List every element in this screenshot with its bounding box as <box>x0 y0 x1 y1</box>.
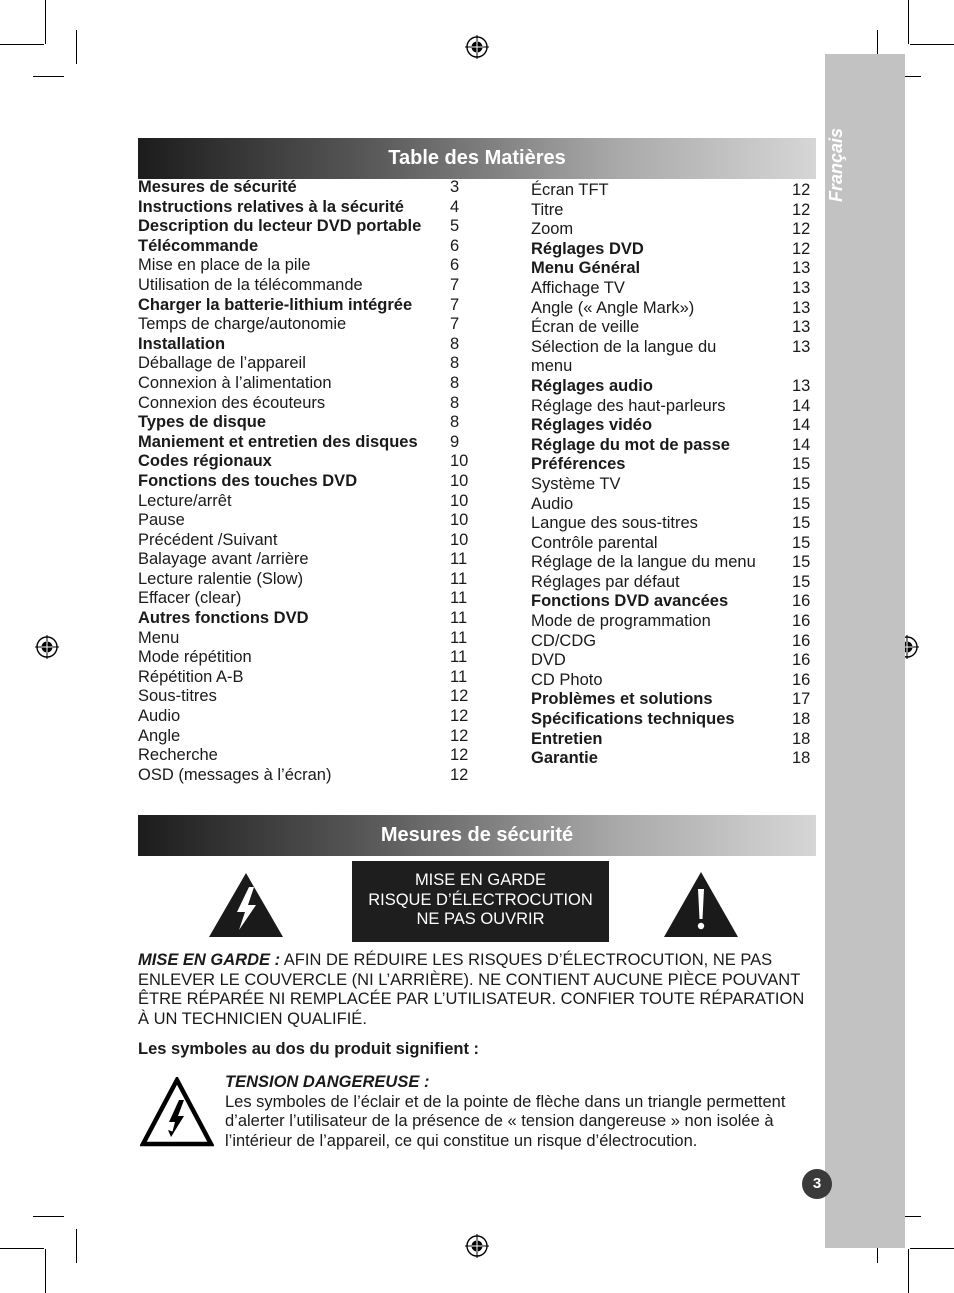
toc-entry-page: 8 <box>450 334 460 353</box>
toc-entry-title: Recherche <box>138 746 218 765</box>
language-label: Français <box>826 127 846 202</box>
warning-box <box>352 861 609 942</box>
toc-entry-title: Réglages DVD <box>531 239 644 258</box>
tension-title: TENSION DANGEREUSE : <box>225 1073 430 1091</box>
warning-line: MISE EN GARDE <box>414 871 547 889</box>
toc-entry <box>531 553 813 573</box>
toc-entry <box>138 354 478 374</box>
toc-entry-page: 15 <box>792 553 811 572</box>
toc-entry-title: Réglage des haut-parleurs <box>531 396 726 415</box>
toc-entry-title: Précédent /Suivant <box>138 530 278 549</box>
toc-entry-page: 3 <box>450 178 460 196</box>
toc-entry <box>138 707 478 727</box>
toc-left-column <box>138 178 478 785</box>
toc-entry-page: 15 <box>792 514 811 533</box>
toc-entry-page: 13 <box>792 259 811 278</box>
toc-entry <box>531 612 813 632</box>
toc-entry <box>138 237 478 257</box>
toc-entry <box>531 240 813 260</box>
warning-line: RISQUE D’ÉLECTROCUTION <box>368 890 593 909</box>
toc-entry-title: Pause <box>138 511 185 530</box>
toc-entry <box>531 475 813 495</box>
toc-entry-title: Réglages par défaut <box>531 572 680 591</box>
toc-entry-page: 7 <box>450 315 460 334</box>
toc-entry <box>138 727 478 747</box>
toc-entry-page: 6 <box>450 256 460 275</box>
toc-entry-page: 10 <box>450 491 469 510</box>
tension-text: Les symboles de l’éclair et de la pointe de flèche dans un triangle permettent d’alerter l’utilisateur de la présence de « tension dangereuse » non isolée à l’intérieur de l’appareil, ce qui constitue un risque d’électrocution. <box>225 1092 786 1150</box>
registration-mark-icon <box>35 635 59 659</box>
toc-entry-page: 16 <box>792 612 811 631</box>
toc-entry-page: 11 <box>450 550 468 569</box>
toc-entry-page: 11 <box>450 609 468 628</box>
toc-entry-page: 12 <box>450 765 469 784</box>
toc-entry-page: 7 <box>450 275 460 294</box>
warning-line: NE PAS OUVRIR <box>416 910 545 928</box>
toc-entry <box>138 394 478 414</box>
toc-entry <box>531 181 813 201</box>
toc-entry-page: 12 <box>450 746 469 765</box>
toc-entry-title: Mise en place de la pile <box>138 256 311 275</box>
toc-entry <box>531 690 813 710</box>
toc-entry <box>138 413 478 433</box>
toc-entry <box>138 178 478 198</box>
toc-entry-page: 10 <box>450 511 469 530</box>
toc-entry-page: 16 <box>792 631 811 650</box>
toc-entry-title: Effacer (clear) <box>138 589 242 608</box>
toc-entry <box>138 256 478 276</box>
toc-entry <box>531 259 813 279</box>
toc-entry <box>531 201 813 221</box>
toc-entry-title: Codes régionaux <box>138 452 272 471</box>
toc-entry <box>138 433 478 453</box>
toc-entry-title: Connexion des écouteurs <box>138 393 326 412</box>
toc-entry <box>531 318 813 338</box>
toc-entry <box>138 746 478 766</box>
toc-entry-title: Langue des sous-titres <box>531 514 698 533</box>
toc-entry-page: 14 <box>792 435 811 454</box>
toc-entry-title: Réglage de la langue du menu <box>531 553 756 572</box>
toc-entry-page: 18 <box>792 749 811 768</box>
toc-entry-title: Angle <box>138 726 181 745</box>
toc-entry <box>531 338 813 358</box>
toc-entry-title: Autres fonctions DVD <box>138 609 309 628</box>
toc-entry-title: CD/CDG <box>531 631 597 650</box>
lightning-triangle-outline-icon <box>140 1077 214 1147</box>
toc-entry <box>138 531 478 551</box>
toc-entry-title: Réglages vidéo <box>531 416 653 435</box>
toc-entry <box>531 749 813 769</box>
toc-entry-title: Mode de programmation <box>531 612 711 631</box>
toc-entry-title: Garantie <box>531 749 598 768</box>
toc-entry-title: Entretien <box>531 729 603 748</box>
toc-entry-page: 10 <box>450 530 469 549</box>
toc-entry-page: 10 <box>450 452 469 471</box>
toc-entry <box>138 452 478 472</box>
toc-entry-page: 11 <box>450 589 468 608</box>
toc-entry <box>531 279 813 299</box>
toc-entry-title: Répétition A-B <box>138 667 244 686</box>
toc-entry-title: Réglage du mot de passe <box>531 435 730 454</box>
toc-entry-title: Affichage TV <box>531 278 625 297</box>
toc-entry <box>531 436 813 456</box>
toc-entry-title: Écran TFT <box>531 181 609 199</box>
toc-entry-title: Sélection de la langue du <box>531 337 717 356</box>
language-side-tab <box>825 54 905 1248</box>
toc-entry <box>138 766 478 786</box>
toc-entry <box>531 397 813 417</box>
toc-entry <box>138 687 478 707</box>
toc-entry-title: Contrôle parental <box>531 533 658 552</box>
registration-mark-icon <box>465 1234 489 1258</box>
toc-entry-page: 11 <box>450 628 468 647</box>
toc-entry-title: Description du lecteur DVD portable <box>138 217 422 236</box>
toc-entry-title: Déballage de l’appareil <box>138 354 306 373</box>
toc-entry-page: 12 <box>792 239 811 258</box>
toc-entry-title: Préférences <box>531 455 626 474</box>
toc-entry-title: Lecture ralentie (Slow) <box>138 569 304 588</box>
toc-entry-title: Installation <box>138 334 226 353</box>
caution-text: AFIN DE RÉDUIRE LES RISQUES D’ÉLECTROCUTION, NE PAS ENLEVER LE COUVERCLE (NI L’ARRIÈRE). NE CONTIENT AUCUNE PIÈCE POUVANT ÊTRE RÉPARÉE NI REMPLACÉE PAR L’UTILISATEUR. CONFIER TOUTE RÉPARATION À UN TECHNICIEN QUALIFIÉ. <box>138 951 805 1028</box>
toc-entry-page: 14 <box>792 416 811 435</box>
toc-entry-title: Audio <box>531 494 574 513</box>
toc-entry-title: Connexion à l’alimentation <box>138 373 332 392</box>
toc-entry <box>138 335 478 355</box>
toc-entry <box>531 220 813 240</box>
lightning-warning-icon <box>208 872 284 938</box>
toc-entry-page: 10 <box>450 471 469 490</box>
page-number: 3 <box>802 1169 832 1199</box>
toc-entry <box>138 589 478 609</box>
exclamation-warning-icon <box>663 871 739 938</box>
toc-entry <box>138 511 478 531</box>
toc-entry <box>531 299 813 319</box>
toc-entry <box>138 668 478 688</box>
toc-title: Table des Matières <box>138 138 816 179</box>
toc-entry <box>138 374 478 394</box>
toc-entry-title: Système TV <box>531 474 621 493</box>
toc-entry-title: Écran de veille <box>531 318 640 337</box>
toc-entry <box>138 629 478 649</box>
toc-entry-page: 6 <box>450 236 460 255</box>
toc-entry-title: Temps de charge/autonomie <box>138 315 347 334</box>
toc-entry <box>531 651 813 671</box>
toc-entry <box>138 550 478 570</box>
toc-entry-title: Télécommande <box>138 236 259 255</box>
toc-entry <box>138 198 478 218</box>
toc-entry <box>138 648 478 668</box>
toc-entry <box>531 514 813 534</box>
toc-entry-page: 8 <box>450 354 460 373</box>
toc-entry-title: Lecture/arrêt <box>138 491 232 510</box>
toc-entry <box>531 730 813 750</box>
safety-title: Mesures de sécurité <box>138 815 816 856</box>
tension-block <box>225 1073 810 1151</box>
toc-entry-title: Menu Général <box>531 259 641 278</box>
toc-entry-title: Fonctions DVD avancées <box>531 592 729 611</box>
toc-entry-title: menu <box>531 357 573 376</box>
toc-entry-title: Problèmes et solutions <box>531 690 713 709</box>
toc-entry <box>531 710 813 730</box>
toc-entry <box>531 377 813 397</box>
toc-entry <box>531 455 813 475</box>
registration-mark-icon <box>465 35 489 59</box>
toc-entry-title: OSD (messages à l’écran) <box>138 765 332 784</box>
toc-entry-page: 7 <box>450 295 460 314</box>
toc-entry <box>531 495 813 515</box>
toc-entry-page: 13 <box>792 298 811 317</box>
toc-entry-page: 15 <box>792 494 811 513</box>
toc-entry-page: 16 <box>792 592 811 611</box>
toc-entry-title: Types de disque <box>138 413 267 432</box>
toc-entry-title: Instructions relatives à la sécurité <box>138 197 404 216</box>
toc-entry-page: 11 <box>450 648 468 667</box>
toc-entry-page: 12 <box>792 200 811 219</box>
toc-entry-page: 5 <box>450 217 460 236</box>
toc-entry <box>138 472 478 492</box>
toc-entry-page: 12 <box>792 220 811 239</box>
toc-entry-page: 15 <box>792 572 811 591</box>
toc-right-column <box>531 181 813 769</box>
toc-entry-title: DVD <box>531 651 566 670</box>
toc-entry-page: 12 <box>450 707 469 726</box>
toc-entry-page: 9 <box>450 432 460 451</box>
toc-entry-title: Fonctions des touches DVD <box>138 471 358 490</box>
toc-entry-title: CD Photo <box>531 670 603 689</box>
toc-entry-page: 17 <box>792 690 811 709</box>
toc-entry <box>531 416 813 436</box>
toc-entry-title: Mode répétition <box>138 648 252 667</box>
toc-entry-title: Utilisation de la télécommande <box>138 275 363 294</box>
toc-entry-title: Titre <box>531 200 564 219</box>
toc-entry-title: Mesures de sécurité <box>138 178 297 196</box>
toc-entry-page: 18 <box>792 729 811 748</box>
toc-entry-page: 11 <box>450 569 468 588</box>
toc-entry <box>138 609 478 629</box>
toc-entry-page: 8 <box>450 393 460 412</box>
toc-entry-page: 12 <box>792 181 811 199</box>
toc-entry-page: 8 <box>450 413 460 432</box>
toc-entry-title: Maniement et entretien des disques <box>138 432 418 451</box>
toc-entry-page: 12 <box>450 687 469 706</box>
toc-entry <box>138 217 478 237</box>
toc-entry <box>531 357 813 377</box>
toc-entry-title: Zoom <box>531 220 574 239</box>
toc-entry <box>138 276 478 296</box>
toc-entry-page: 16 <box>792 670 811 689</box>
symbols-heading: Les symboles au dos du produit signifient : <box>138 1040 480 1058</box>
toc-entry-page: 13 <box>792 337 811 356</box>
toc-entry-title: Balayage avant /arrière <box>138 550 309 569</box>
toc-entry-title: Charger la batterie-lithium intégrée <box>138 295 413 314</box>
toc-entry-page: 16 <box>792 651 811 670</box>
caution-label: MISE EN GARDE : <box>138 951 281 969</box>
toc-entry <box>531 534 813 554</box>
toc-entry-page: 11 <box>450 667 468 686</box>
toc-entry-title: Angle (« Angle Mark») <box>531 298 695 317</box>
toc-entry-page: 15 <box>792 455 811 474</box>
toc-entry <box>138 492 478 512</box>
toc-entry-title: Audio <box>138 707 181 726</box>
toc-entry <box>531 592 813 612</box>
toc-entry-page: 13 <box>792 318 811 337</box>
toc-entry <box>531 573 813 593</box>
toc-entry-page: 4 <box>450 197 460 216</box>
toc-entry <box>138 315 478 335</box>
caution-paragraph <box>138 951 810 1029</box>
toc-entry <box>531 671 813 691</box>
toc-entry-title: Menu <box>138 628 180 647</box>
toc-entry <box>138 296 478 316</box>
toc-entry-page: 18 <box>792 710 811 729</box>
toc-entry-page: 13 <box>792 376 811 395</box>
toc-entry <box>531 632 813 652</box>
toc-entry-page: 15 <box>792 533 811 552</box>
toc-entry-page: 14 <box>792 396 811 415</box>
toc-entry-title: Réglages audio <box>531 376 653 395</box>
toc-entry-page: 12 <box>450 726 469 745</box>
toc-entry-page: 8 <box>450 373 460 392</box>
toc-entry-title: Spécifications techniques <box>531 710 735 729</box>
toc-entry-title: Sous-titres <box>138 687 217 706</box>
toc-entry-page: 15 <box>792 474 811 493</box>
toc-entry-page: 13 <box>792 278 811 297</box>
toc-entry <box>138 570 478 590</box>
